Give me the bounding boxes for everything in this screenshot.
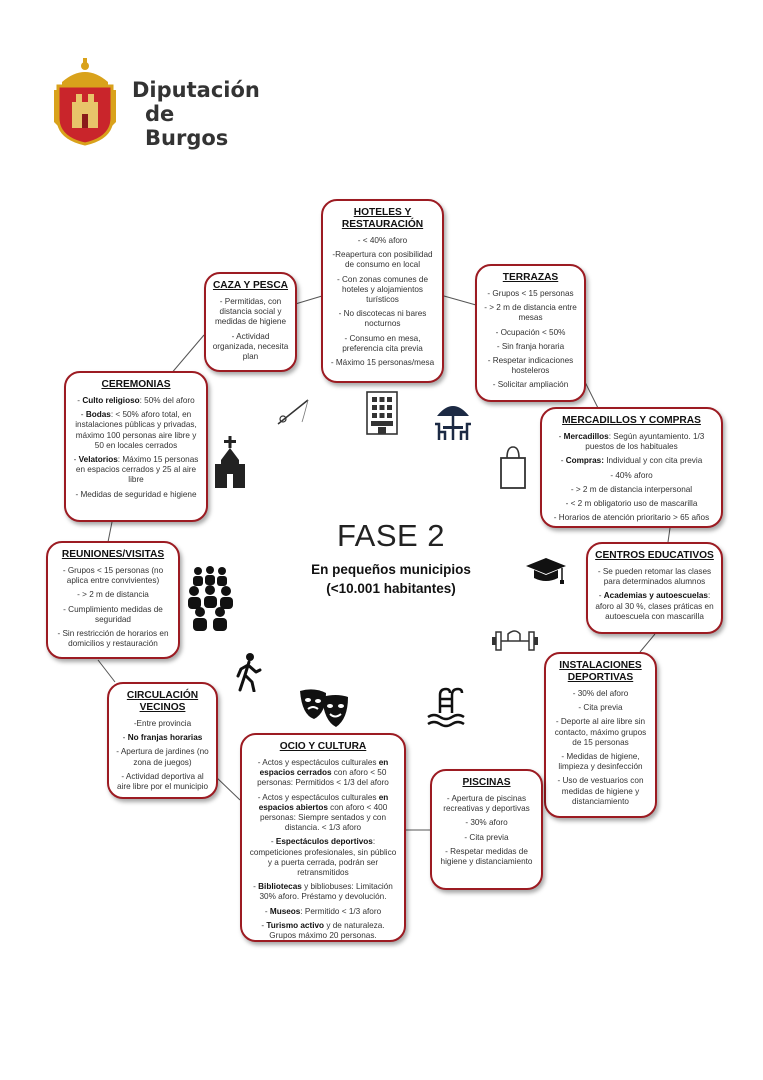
card-title: CIRCULACIÓN VECINOS <box>126 690 199 713</box>
list-item: - Cita previa <box>464 832 509 842</box>
crest-emblem <box>52 56 118 146</box>
card-title: TERRAZAS <box>502 272 559 283</box>
list-item: - Grupos < 15 personas (no aplica entre convivientes) <box>62 566 164 586</box>
list-item: - Actos y espectáculos culturales en espacios abiertos con aforo < 400 personas: Siempre sentados y con distancia. < 1/3 aforo <box>257 792 389 833</box>
card-ocio-cultura <box>240 733 406 942</box>
list-item: - Bibliotecas y bibliobuses: Limitación 30% aforo. Préstamo y devolución. <box>253 882 393 902</box>
card-title: OCIO Y CULTURA <box>279 741 367 752</box>
card-centros-educativos <box>586 542 723 634</box>
list-item: - Permitidas, con distancia social y medidas de higiene <box>214 297 286 327</box>
card-ceremonias <box>64 371 208 522</box>
shopping-bag-icon <box>498 444 528 490</box>
people-group-icon <box>186 565 234 631</box>
list-item: - Espectáculos deportivos: competiciones profesionales, sin público y a puerta cerrada, podrán ser retransmitidos <box>249 837 397 878</box>
list-item: - < 2 m obligatorio uso de mascarilla <box>565 499 698 509</box>
list-item: - Solicitar ampliación <box>492 380 569 390</box>
card-title: HOTELES Y RESTAURACIÓN <box>341 207 424 230</box>
church-icon <box>213 436 247 490</box>
list-item: - Consumo en mesa, preferencia cita previa <box>342 333 423 353</box>
card-hoteles <box>321 199 444 383</box>
list-item: - Medidas de seguridad e higiene <box>75 489 197 499</box>
list-item: - Cumplimiento medidas de seguridad <box>63 604 163 624</box>
list-item: - Sin restricción de horarios en domicilios y restauración <box>57 629 169 649</box>
list-item: - Sin franja horaria <box>496 341 565 351</box>
graduation-cap-icon <box>524 556 568 586</box>
list-item: - Apertura de jardines (no zona de juegos) <box>116 747 209 767</box>
card-mercadillos <box>540 407 723 528</box>
list-item: - > 2 m de distancia interpersonal <box>570 484 693 494</box>
card-title: MERCADILLOS Y COMPRAS <box>562 415 701 426</box>
list-item: -Entre provincia <box>133 719 192 728</box>
phase-subtitle-2: (<10.001 habitantes) <box>326 581 456 596</box>
swimming-pool-icon <box>426 687 466 729</box>
diputacion-logo <box>52 56 260 150</box>
card-piscinas <box>430 769 543 890</box>
list-item: - 30% del aforo <box>572 689 629 698</box>
list-item: - Horarios de atención prioritario > 65 años <box>553 513 710 523</box>
list-item: - < 40% aforo <box>357 236 408 245</box>
list-item: - Apertura de piscinas recreativas y deportivas <box>443 794 530 814</box>
list-item: - No discotecas ni bares nocturnos <box>338 309 427 329</box>
card-title: CEREMONIAS <box>101 379 171 390</box>
center-heading <box>296 518 486 598</box>
card-title: CENTROS EDUCATIVOS <box>595 550 714 561</box>
phase-title: FASE 2 <box>336 518 446 553</box>
card-title: CAZA Y PESCA <box>212 280 289 291</box>
list-item: - Respetar medidas de higiene y distanciamiento <box>440 846 533 867</box>
list-item: - Actividad deportiva al aire libre por el municipio <box>116 771 208 792</box>
card-instalaciones-deportivas <box>544 652 657 818</box>
list-item: - Grupos < 15 personas <box>487 289 574 298</box>
card-terrazas <box>475 264 586 402</box>
list-item: - Actividad organizada, necesita plan <box>212 331 289 362</box>
list-item: - No franjas horarias <box>122 733 203 743</box>
org-name-line2: de Burgos <box>145 102 229 150</box>
list-item: - > 2 m de distancia <box>77 590 149 600</box>
list-item: - Academias y autoescuelas: aforo al 30 %, clases práticas en autoescuela con mascarilla <box>595 591 714 621</box>
list-item: - 40% aforo <box>610 470 653 480</box>
card-caza-pesca <box>204 272 297 372</box>
list-item: - Velatorios: Máximo 15 personas en espacios cerrados y 25 al aire libre <box>73 455 199 485</box>
list-item: - Cita previa <box>578 703 623 713</box>
list-item: - Ocupación < 50% <box>495 327 566 337</box>
card-title: PISCINAS <box>462 777 511 788</box>
theater-masks-icon <box>296 687 352 729</box>
list-item: - Turismo activo y de naturaleza. Grupos máximo 20 personas. <box>261 920 385 941</box>
list-item: - Medidas de higiene, limpieza y desinfección <box>558 752 643 772</box>
hotel-icon <box>363 390 401 436</box>
list-item: - Compras: Individual y con cita previa <box>560 456 703 466</box>
terrace-table-icon <box>433 400 473 446</box>
list-item: - > 2 m de distancia entre mesas <box>484 303 577 323</box>
phase-subtitle-1: En pequeños municipios <box>311 562 471 577</box>
walking-person-icon <box>232 652 264 692</box>
list-item: -Reapertura con posibilidad de consumo en local <box>332 250 433 270</box>
list-item: - Respetar indicaciones hosteleros <box>487 356 574 376</box>
org-name-line1: Diputación <box>132 78 260 102</box>
card-circulacion <box>107 682 218 799</box>
list-item: - Máximo 15 personas/mesa <box>330 358 435 368</box>
card-reuniones <box>46 541 180 659</box>
dumbbell-icon <box>490 626 540 656</box>
list-item: - Culto religioso: 50% del aforo <box>77 396 195 405</box>
list-item: - 30% aforo <box>465 818 508 828</box>
card-title: INSTALACIONES DEPORTIVAS <box>559 660 642 683</box>
card-title: REUNIONES/VISITAS <box>61 549 165 560</box>
list-item: - Con zonas comunes de hoteles y alojamientos turísticos <box>336 274 429 305</box>
fishing-rod-icon <box>274 398 310 426</box>
list-item: - Se pueden retomar las clases para determinados alumnos <box>597 567 712 587</box>
list-item: - Uso de vestuarios con medidas de higiene y distanciamiento <box>557 776 644 806</box>
list-item: - Bodas: < 50% aforo total, en instalaciones públicas y privadas, máximo 100 personas aire libre y 50 en locales cerrados <box>75 410 197 450</box>
list-item: - Deporte al aire libre sin contacto, máximo grupos de 15 personas <box>554 717 647 747</box>
list-item: - Mercadillos: Según ayuntamiento. 1/3 puestos de los habituales <box>558 432 705 452</box>
list-item: - Museos: Permitido < 1/3 aforo <box>264 906 382 916</box>
list-item: - Actos y espectáculos culturales en espacios cerrados con aforo < 50 personas: Permitidos < 1/3 del aforo <box>257 758 389 788</box>
